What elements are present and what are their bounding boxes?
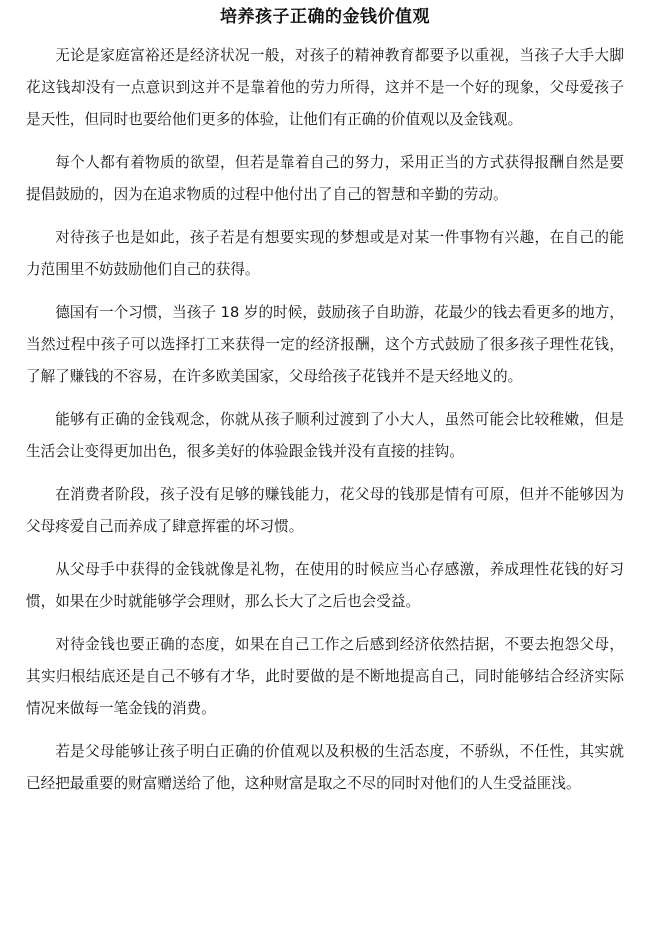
paragraph: 德国有一个习惯，当孩子 18 岁的时候，鼓励孩子自助游，花最少的钱去看更多的地方，当然过程中孩子可以选择打工来获得一定的经济报酬，这个方式鼓励了很多孩子理性花钱，了解了赚钱的不容易，在许多欧美国家，父母给孩子花钱并不是天经地义的。 — [26, 304, 624, 385]
paragraph: 能够有正确的金钱观念，你就从孩子顺利过渡到了小大人，虽然可能会比较稚嫩，但是生活会让变得更加出色，很多美好的体验跟金钱并没有直接的挂钩。 — [26, 411, 624, 460]
paragraph: 无论是家庭富裕还是经济状况一般，对孩子的精神教育都要予以重视，当孩子大手大脚花这钱却没有一点意识到这并不是靠着他的劳力所得，这并不是一个好的现象，父母爱孩子是天性，但同时也要给他们更多的体验，让他们有正确的价值观以及金钱观。 — [26, 47, 624, 128]
paragraph: 对待孩子也是如此，孩子若是有想要实现的梦想或是对某一件事物有兴趣，在自己的能力范围里不妨鼓励他们自己的获得。 — [26, 229, 624, 278]
paragraph: 在消费者阶段，孩子没有足够的赚钱能力，花父母的钱那是情有可原，但并不能够因为父母疼爱自己而养成了肆意挥霍的坏习惯。 — [26, 486, 624, 535]
paragraph: 对待金钱也要正确的态度，如果在自己工作之后感到经济依然拮据，不要去抱怨父母，其实归根结底还是自己不够有才华，此时要做的是不断地提高自己，同时能够结合经济实际情况来做每一笔金钱的消费。 — [26, 636, 624, 717]
paragraph: 每个人都有着物质的欲望，但若是靠着自己的努力，采用正当的方式获得报酬自然是要提倡鼓励的，因为在追求物质的过程中他付出了自己的智慧和辛勤的劳动。 — [26, 154, 624, 203]
paragraph: 若是父母能够让孩子明白正确的价值观以及积极的生活态度，不骄纵，不任性，其实就已经把最重要的财富赠送给了他，这种财富是取之不尽的同时对他们的人生受益匪浅。 — [26, 743, 624, 792]
paragraph: 从父母手中获得的金钱就像是礼物，在使用的时候应当心存感激，养成理性花钱的好习惯，如果在少时就能够学会理财，那么长大了之后也会受益。 — [26, 561, 624, 610]
article-title: 培养孩子正确的金钱价值观 — [220, 7, 430, 27]
